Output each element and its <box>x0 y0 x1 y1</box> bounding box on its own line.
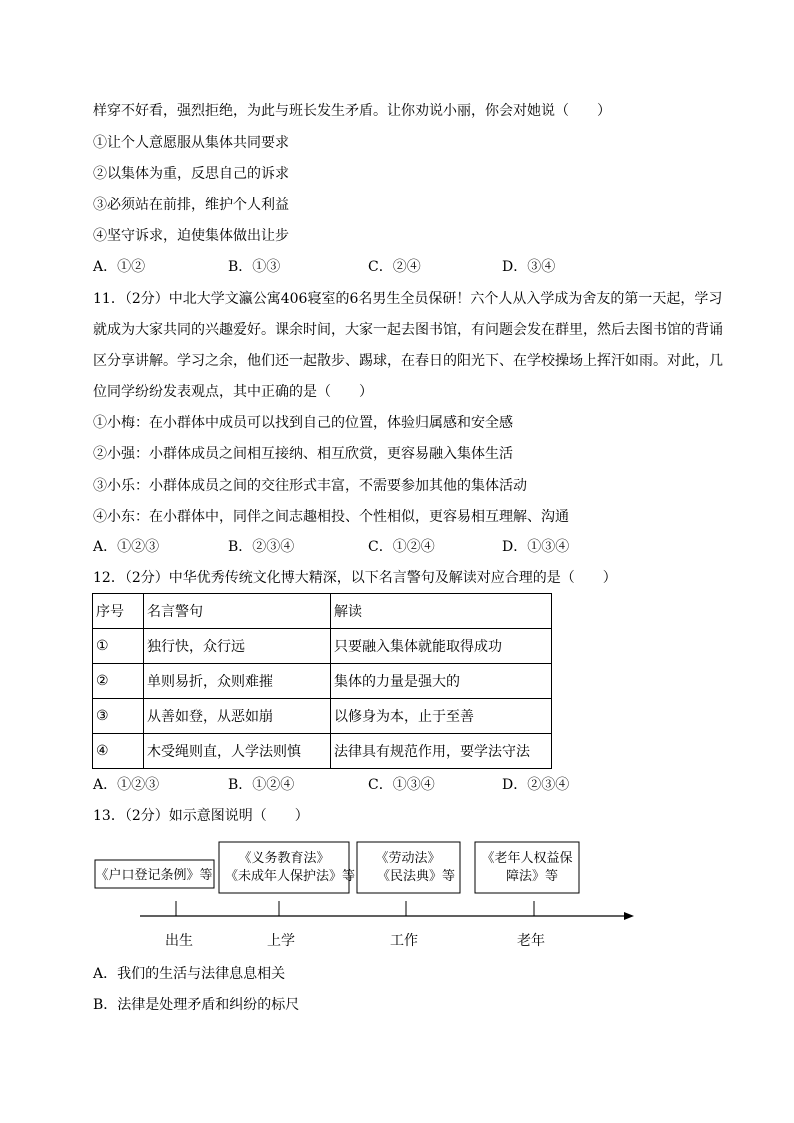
table-row <box>93 699 552 734</box>
q11-option-c[interactable]: C．①②④ <box>368 539 435 555</box>
q10-option-b[interactable]: B．①③ <box>228 259 281 275</box>
table-row <box>93 734 552 769</box>
q12-option-c[interactable]: C．①③④ <box>368 777 435 793</box>
q10-statement-4: ④坚守诉求，迫使集体做出让步 <box>93 228 289 244</box>
q10-option-d[interactable]: D．③④ <box>502 259 556 275</box>
timeline-arrow-icon <box>624 912 634 920</box>
diagram-box-old-age-label-2: 障法》等 <box>505 869 559 884</box>
q12-options <box>93 775 693 795</box>
law-lifecycle-diagram <box>0 835 794 955</box>
diagram-box-school-label-2: 《未成年人保护法》等 <box>224 869 356 884</box>
q10-statement-3: ③必须站在前排，维护个人利益 <box>93 197 289 213</box>
table-cell: 只要融入集体就能取得成功 <box>331 629 552 664</box>
maxims-table <box>92 593 552 769</box>
q12-stem: 12．（2分）中华优秀传统文化博大精深，以下名言警句及解读对应合理的是（ ） <box>93 570 617 586</box>
table-row <box>93 629 552 664</box>
diagram-box-old-age <box>475 842 579 893</box>
q13-stem: 13．（2分）如示意图说明（ ） <box>93 808 309 824</box>
q11-statement-3: ③小乐：小群体成员之间的交往形式丰富，不需要参加其他的集体活动 <box>93 478 527 494</box>
q13-option-b[interactable]: B．法律是处理矛盾和纠纷的标尺 <box>93 997 300 1013</box>
q11-stem-line-2: 就成为大家共同的兴趣爱好。课余时间，大家一起去图书馆，有问题会发在群里，然后去图书馆的背诵 <box>93 322 723 338</box>
diagram-box-old-age-label-1: 《老年人权益保 <box>481 851 573 866</box>
q11-stem-line-3: 区分享讲解。学习之余，他们还一起散步、踢球，在春日的阳光下、在学校操场上挥汗如雨。对此，几 <box>93 353 723 369</box>
table-cell: 集体的力量是强大的 <box>331 664 552 699</box>
q10-stem: 样穿不好看，强烈拒绝，为此与班长发生矛盾。让你劝说小丽，你会对她说（ ） <box>93 103 611 119</box>
table-cell: 独行快，众行远 <box>144 629 331 664</box>
table-cell: ③ <box>93 699 144 734</box>
q13-option-a[interactable]: A．我们的生活与法律息息相关 <box>93 966 286 982</box>
diagram-box-work-label-1: 《劳动法》 <box>375 851 441 866</box>
q11-option-a[interactable]: A．①②③ <box>93 539 160 555</box>
header-cell-maxim: 名言警句 <box>144 594 331 629</box>
q10-statement-2: ②以集体为重，反思自己的诉求 <box>93 166 289 182</box>
table-row <box>93 664 552 699</box>
stage-label-old-age: 老年 <box>517 933 545 949</box>
table-cell: 从善如登，从恶如崩 <box>144 699 331 734</box>
q10-option-a[interactable]: A．①② <box>93 259 146 275</box>
q12-option-b[interactable]: B．①②④ <box>228 777 295 793</box>
stage-label-school: 上学 <box>267 933 295 949</box>
header-cell-interpretation: 解读 <box>331 594 552 629</box>
diagram-box-school-label-1: 《义务教育法》 <box>238 851 330 866</box>
stage-label-birth: 出生 <box>165 933 193 949</box>
stage-label-work: 工作 <box>390 933 418 949</box>
table-cell: ② <box>93 664 144 699</box>
q12-option-a[interactable]: A．①②③ <box>93 777 160 793</box>
q11-statement-1: ①小梅：在小群体中成员可以找到自己的位置，体验归属感和安全感 <box>93 415 513 431</box>
diagram-box-work <box>357 842 460 893</box>
q10-options <box>93 257 693 277</box>
table-cell: ④ <box>93 734 144 769</box>
q11-options <box>93 537 693 557</box>
q11-option-b[interactable]: B．②③④ <box>228 539 295 555</box>
q11-stem-line-4: 位同学纷纷发表观点，其中正确的是（ ） <box>93 384 373 400</box>
table-cell: 法律具有规范作用，要学法守法 <box>331 734 552 769</box>
q11-option-d[interactable]: D．①③④ <box>502 539 570 555</box>
table-cell: ① <box>93 629 144 664</box>
q10-statement-1: ①让个人意愿服从集体共同要求 <box>93 135 289 151</box>
q11-statement-4: ④小东：在小群体中，同伴之间志趣相投、个性相似，更容易相互理解、沟通 <box>93 509 569 525</box>
table-header-row <box>93 594 552 629</box>
q12-option-d[interactable]: D．②③④ <box>502 777 570 793</box>
header-cell-index: 序号 <box>93 594 144 629</box>
diagram-box-school <box>219 842 349 893</box>
table-cell: 木受绳则直，人学法则慎 <box>144 734 331 769</box>
q11-stem-line-1: 11．（2分）中北大学文瀛公寓406寝室的6名男生全员保研！六个人从入学成为舍友的第一天起，学习 <box>93 291 723 307</box>
diagram-box-work-label-2: 《民法典》等 <box>376 869 456 884</box>
table-cell: 单则易折，众则难摧 <box>144 664 331 699</box>
diagram-box-birth-label: 《户口登记条例》等 <box>95 868 213 883</box>
q11-statement-2: ②小强：小群体成员之间相互接纳、相互欣赏，更容易融入集体生活 <box>93 446 513 462</box>
table-cell: 以修身为本，止于至善 <box>331 699 552 734</box>
q10-option-c[interactable]: C．②④ <box>368 259 421 275</box>
